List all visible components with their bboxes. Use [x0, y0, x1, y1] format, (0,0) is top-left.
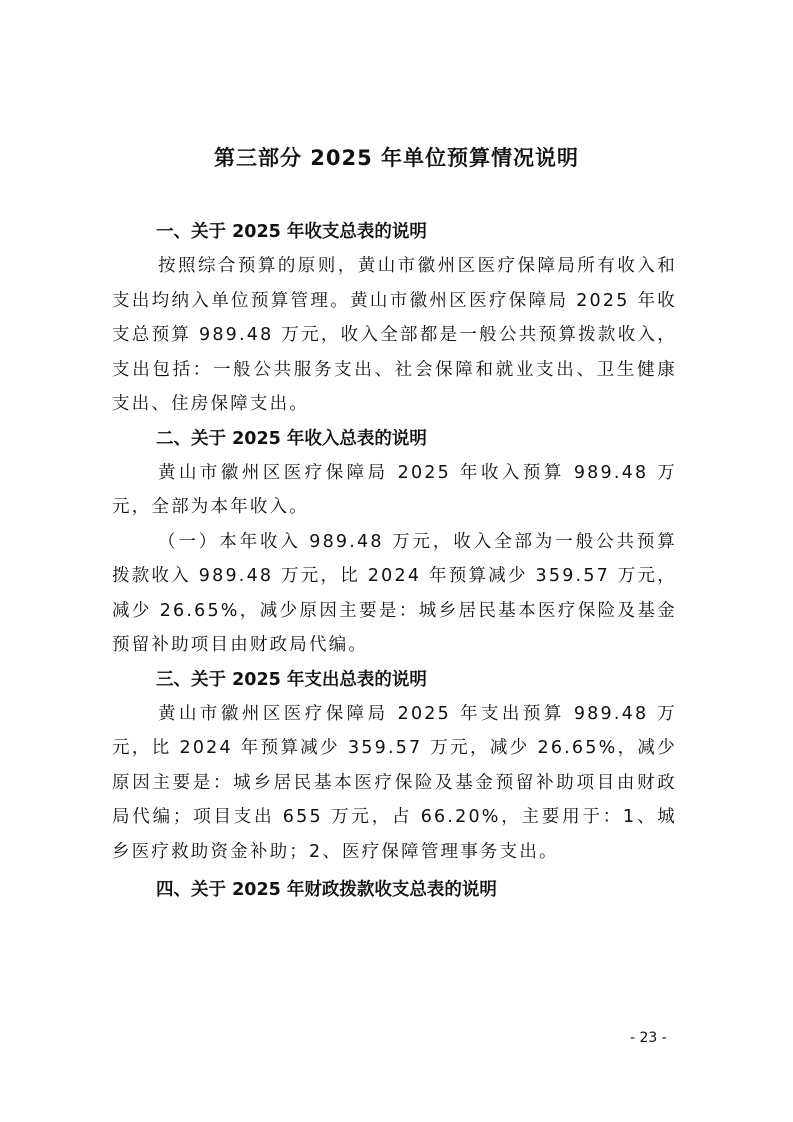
- section-2-paragraph-1: 黄山市徽州区医疗保障局 2025 年收入预算 989.48 万元，全部为本年收入。: [112, 462, 677, 517]
- page-title: 第三部分 2025 年单位预算情况说明: [213, 146, 580, 170]
- section-heading-3: 三、关于 2025 年支出总表的说明: [156, 669, 427, 690]
- section-2-paragraph-2: （一）本年收入 989.48 万元，收入全部为一般公共预算拨款收入 989.48 万元，比 2024 年预算减少 359.57 万元，减少 26.65%，减少原因主要是：城乡居民基本医疗保险及基金预留补助项目由财政局代编。: [112, 531, 677, 655]
- section-heading-4: 四、关于 2025 年财政拨款收支总表的说明: [156, 880, 497, 900]
- page-number: - 23 -: [630, 1030, 667, 1046]
- section-heading-2: 二、关于 2025 年收入总表的说明: [156, 428, 427, 449]
- section-heading-1: 一、关于 2025 年收支总表的说明: [156, 222, 427, 242]
- document-body: [112, 215, 677, 907]
- section-1-paragraph-1: 按照综合预算的原则，黄山市徽州区医疗保障局所有收入和支出均纳入单位预算管理。黄山市徽州区医疗保障局 2025 年收支总预算 989.48 万元，收入全部都是一般公共预算拨款收入，支出包括：一般公共服务支出、社会保障和就业支出、卫生健康支出、住房保障支出。: [112, 256, 677, 414]
- section-3-paragraph-1: 黄山市徽州区医疗保障局 2025 年支出预算 989.48 万元，比 2024 年预算减少 359.57 万元，减少 26.65%，减少原因主要是：城乡居民基本医疗保险及基金预留补助项目由财政局代编；项目支出 655 万元，占 66.20%，主要用于：1、城乡医疗救助资金补助；2、医疗保障管理事务支出。: [112, 703, 677, 862]
